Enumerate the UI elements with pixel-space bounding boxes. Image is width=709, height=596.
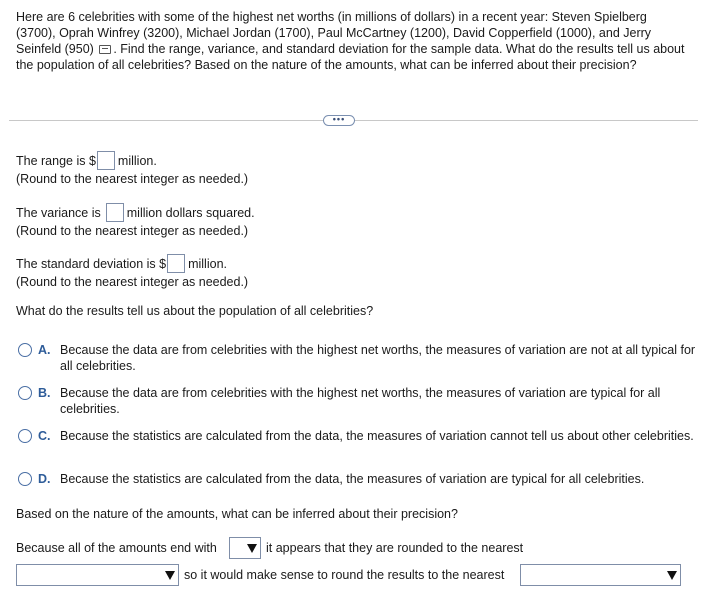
question-part-1: Here are 6 celebrities with some of the highest net worths (in millions of dollars) in a recent year: Steven Spielberg (3700), Oprah Winfrey (3200), Michael Jordan (1700), Paul McCartney (1200), David Copperfield (1000), and Jerry Seinfeld (950) [16,10,652,56]
option-d-text: Because the statistics are calculated from the data, the measures of variation are typical for all celebrities. [60,472,645,486]
option-b-radio[interactable] [18,386,32,400]
chevron-down-icon[interactable] [665,566,679,584]
stddev-input[interactable] [167,254,185,273]
variance-input[interactable] [106,203,124,222]
option-d-letter: D. [38,472,51,486]
question-part-2: . Find the range, variance, and standard deviation for the sample data. What do the results tell us about the population of all celebrities? Based on the nature of the amounts, what can be inferred about their precision? [16,42,685,72]
stddev-prefix: The standard deviation is $ [16,257,167,271]
variance-suffix: million dollars squared. [126,206,255,220]
option-a-text: Because the data are from celebrities with the highest net worths, the measures of variation are not at all typical for all celebrities. [60,343,696,373]
round-results-to-dropdown[interactable] [520,564,681,586]
option-c-radio[interactable] [18,429,32,443]
variance-line [16,203,255,222]
rounded-to-dropdown[interactable] [16,564,179,586]
option-c-text: Because the statistics are calculated from the data, the measures of variation cannot tell us about other celebrities. [60,429,694,443]
variance-prefix: The variance is [16,206,101,220]
precision-question: Based on the nature of the amounts, what can be inferred about their precision? [16,507,458,521]
copy-data-icon[interactable] [99,45,111,54]
chevron-down-icon[interactable] [245,539,259,557]
option-a-letter: A. [38,343,51,357]
variance-hint: (Round to the nearest integer as needed.) [16,224,249,238]
stddev-hint: (Round to the nearest integer as needed.) [16,275,249,289]
population-question: What do the results tell us about the population of all celebrities? [16,304,374,318]
option-c-letter: C. [38,429,51,443]
precision-line-1-suffix: it appears that they are rounded to the nearest [266,541,524,555]
option-b-letter: B. [38,386,51,400]
expand-more-button[interactable]: ••• [323,115,355,126]
stddev-suffix: million. [188,257,227,271]
option-d-radio[interactable] [18,472,32,486]
range-prefix: The range is $ [16,154,96,168]
option-a-radio[interactable] [18,343,32,357]
range-input[interactable] [97,151,115,170]
precision-line-1-prefix: Because all of the amounts end with [16,541,217,555]
precision-line-2-middle: so it would make sense to round the results to the nearest [184,568,505,582]
stddev-line [16,254,227,273]
question-text [16,9,688,73]
option-b-text: Because the data are from celebrities with the highest net worths, the measures of variation are typical for all celebrities. [60,386,661,416]
range-line [16,151,157,170]
range-suffix: million. [117,154,157,168]
ending-value-dropdown[interactable] [229,537,261,559]
chevron-down-icon[interactable] [163,566,177,584]
range-hint: (Round to the nearest integer as needed.) [16,172,249,186]
